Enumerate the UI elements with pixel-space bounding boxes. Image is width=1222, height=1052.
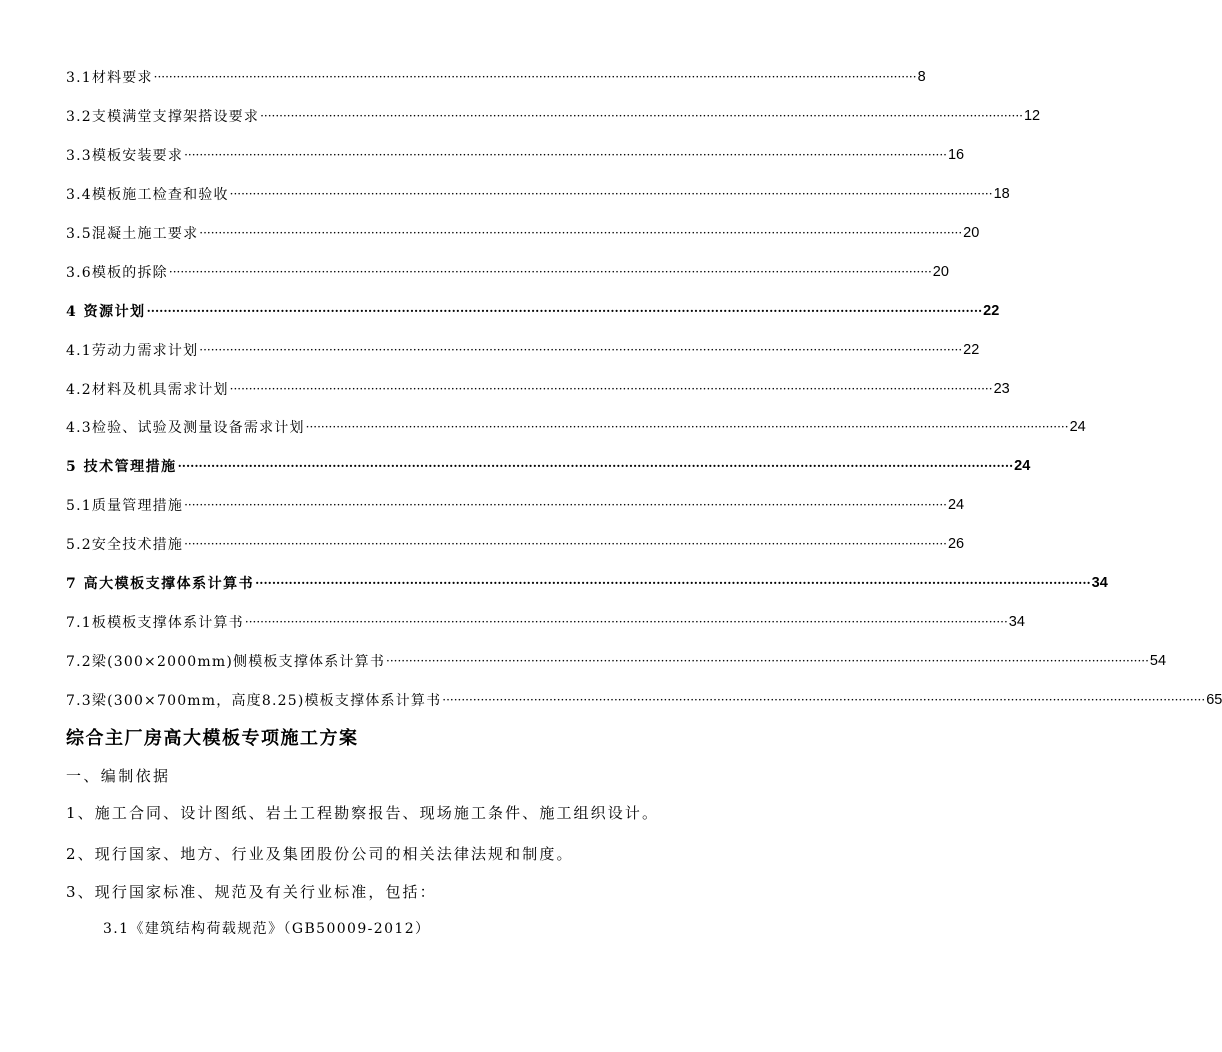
toc-leader-dots: ········································································································································································································ [305,420,1069,435]
toc-leader-dots: ········································································································································································································ [146,303,983,318]
toc-leader-dots: ········································································································································································································ [442,692,1206,707]
toc-entry-label: 7 高大模板支撑体系计算书 [66,576,255,593]
toc-leader-dots: ········································································································································································································ [168,264,932,279]
toc-entry-label: 5 技术管理措施 [66,459,177,476]
toc-leader-dots: ········································································································································································································ [199,342,963,357]
basis-item: 3、现行国家标准、规范及有关行业标准，包括： [66,883,437,901]
section-heading: 一、编制依据 [66,767,171,785]
toc-entry-page: 20 [963,225,980,241]
standard-reference: 3.1《建筑结构荷载规范》（GB50009-2012） [103,921,431,937]
toc-entry-page: 24 [947,497,965,514]
toc-entry-page: 22 [963,341,980,358]
toc-entry-page: 8 [917,69,926,86]
toc-leader-dots: ········································································································································································································ [260,109,1023,124]
toc-leader-dots: ········································································································································································································ [229,381,993,396]
toc-leader-dots: ········································································································································································································ [184,148,947,163]
toc-leader-dots: ········································································································································································································ [153,70,917,85]
toc-entry-label: 7.2梁(300×2000mm)侧模板支撑体系计算书 [66,653,386,670]
document-title: 综合主厂房高大模板专项施工方案 [66,728,359,749]
basis-item: 1、施工合同、设计图纸、岩土工程勘察报告、现场施工条件、施工组织设计。 [66,804,660,822]
toc-entry-label: 4.3检验、试验及测量设备需求计划 [66,420,305,437]
toc-entry[interactable] [66,136,965,175]
toc-entry[interactable] [66,214,980,253]
toc-entry-page: 34 [1008,613,1025,630]
toc-entry[interactable] [66,486,965,525]
toc-chapter-entry[interactable] [66,447,1031,486]
toc-entry-label: 4.1劳动力需求计划 [66,342,199,359]
toc-leader-dots: ········································································································································································································ [244,614,1008,629]
toc-leader-dots: ········································································································································································································ [177,459,1014,474]
toc-entry[interactable] [66,252,949,291]
toc-entry-page: 26 [947,536,965,553]
toc-entry[interactable] [66,602,1025,641]
toc-entry-page: 18 [993,186,1010,203]
toc-chapter-entry[interactable] [66,564,1108,603]
toc-entry[interactable] [66,525,965,564]
toc-entry[interactable] [66,175,1010,214]
toc-entry-page: 20 [932,263,949,280]
toc-entry-label: 3.4模板施工检查和验收 [66,187,229,204]
toc-entry[interactable] [66,97,1041,136]
toc-entry-label: 4 资源计划 [66,303,146,320]
toc-entry-page: 65 [1206,691,1222,708]
toc-entry[interactable] [66,641,1167,680]
toc-entry-label: 7.1板模板支撑体系计算书 [66,614,244,631]
toc-entry-page: 24 [1069,419,1086,436]
toc-entry-label: 7.3梁(300×700mm，高度8.25)模板支撑体系计算书 [66,692,442,709]
toc-entry[interactable] [66,330,980,369]
table-of-contents [66,58,1222,719]
toc-entry-label: 4.2材料及机具需求计划 [66,381,229,398]
toc-leader-dots: ········································································································································································································ [184,498,947,513]
basis-item: 2、现行国家、地方、行业及集团股份公司的相关法律法规和制度。 [66,845,574,863]
toc-entry[interactable] [66,58,926,97]
toc-leader-dots: ········································································································································································································ [255,576,1091,591]
toc-entry-label: 3.2支模满堂支撑架搭设要求 [66,109,260,126]
toc-leader-dots: ········································································································································································································ [229,187,993,202]
toc-entry[interactable] [66,408,1086,447]
toc-entry-page: 34 [1091,575,1108,592]
toc-entry-page: 12 [1023,108,1041,125]
toc-entry-label: 5.1质量管理措施 [66,498,184,515]
toc-entry-label: 3.3模板安装要求 [66,148,184,165]
toc-entry[interactable] [66,369,1010,408]
toc-entry-page: 16 [947,147,965,164]
toc-entry-label: 5.2安全技术措施 [66,537,184,554]
toc-chapter-entry[interactable] [66,291,1000,330]
toc-entry-label: 3.5混凝土施工要求 [66,226,199,242]
toc-entry-label: 3.6模板的拆除 [66,264,168,281]
toc-leader-dots: ········································································································································································································ [199,226,963,240]
toc-entry-page: 23 [993,380,1010,397]
toc-leader-dots: ········································································································································································································ [184,537,947,552]
toc-entry-page: 22 [983,302,1000,319]
toc-entry[interactable] [66,680,1222,719]
toc-leader-dots: ········································································································································································································ [386,653,1149,668]
toc-entry-page: 54 [1149,652,1167,669]
toc-entry-label: 3.1材料要求 [66,70,153,87]
toc-entry-page: 24 [1014,458,1031,475]
